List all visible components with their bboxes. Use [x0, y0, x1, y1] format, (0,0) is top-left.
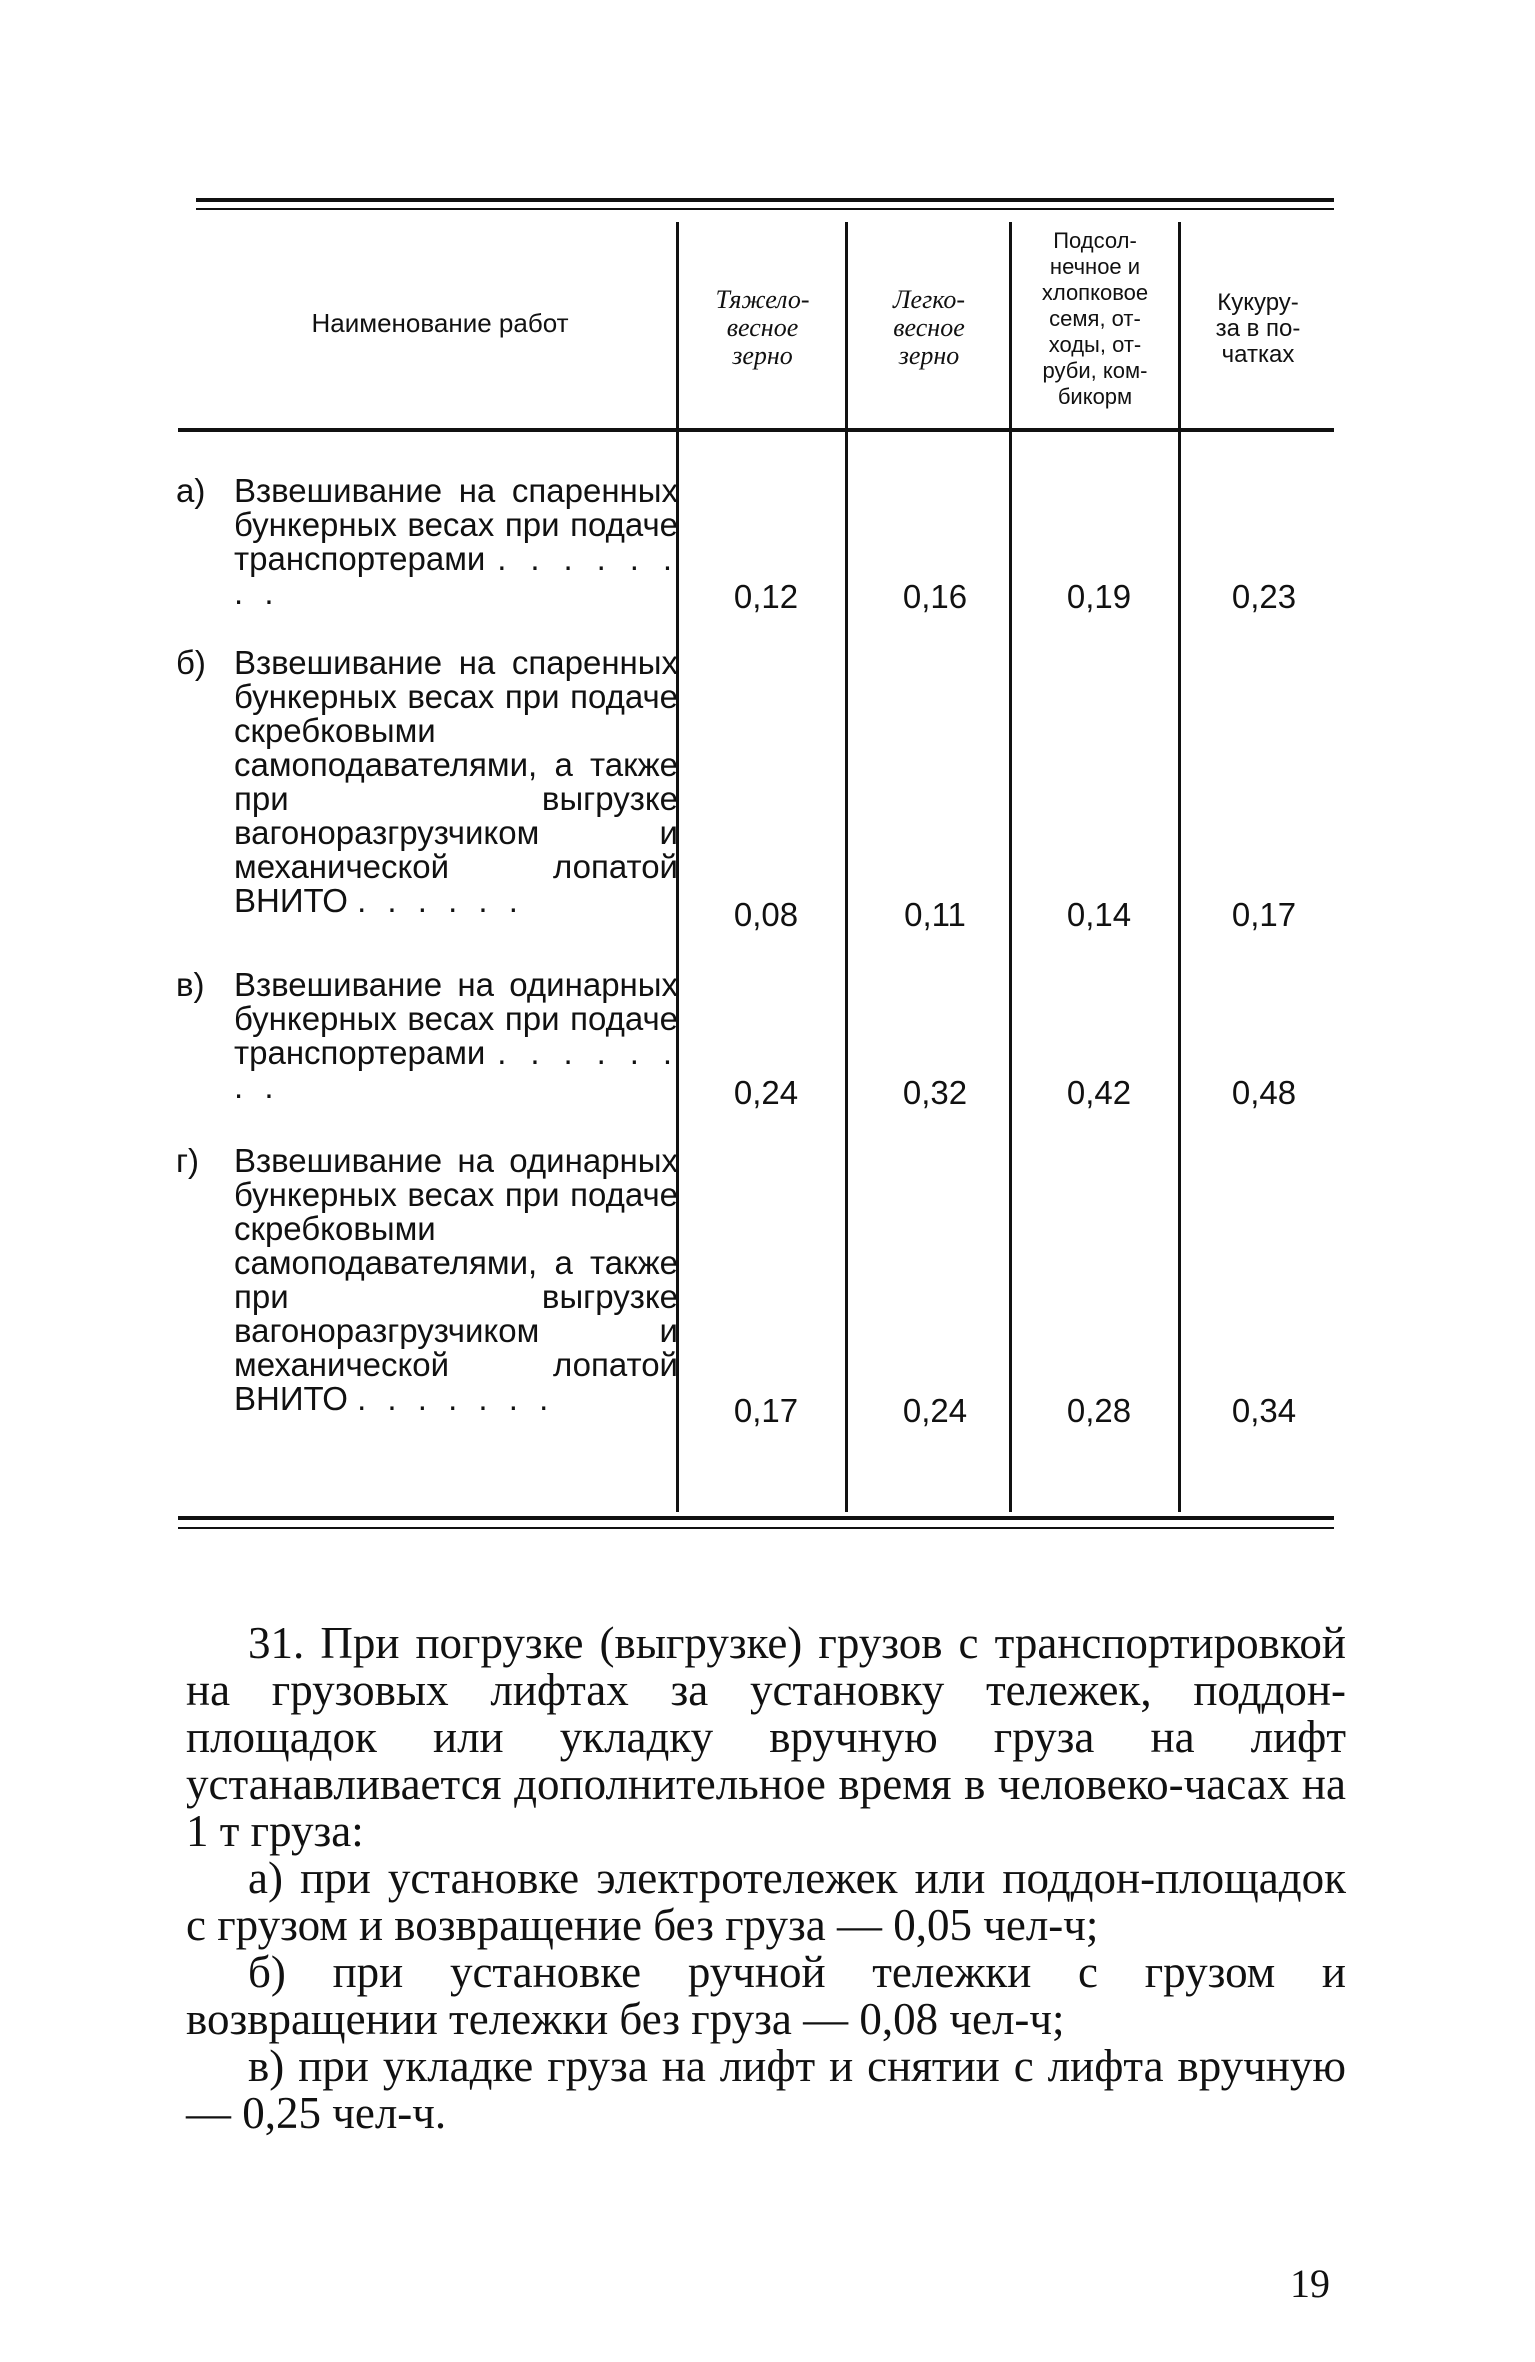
table-top-rule: [196, 198, 1334, 202]
table-top-rule-2: [196, 208, 1334, 210]
table-row-b: [178, 646, 678, 918]
table-header-rule: [178, 428, 1334, 432]
value-row-b-corn: 0,17: [1231, 896, 1297, 933]
value-row-a-heavy: 0,12: [733, 578, 799, 615]
table-bottom-rule-2: [178, 1527, 1334, 1529]
row-marker: б): [176, 644, 206, 681]
value-row-d-sunflower: 0,28: [1066, 1392, 1132, 1429]
paragraph-item-c: в) при укладке груза на лифт и снятии с лифта вручную — 0,25 чел-ч.: [186, 2041, 1346, 2138]
leader-dots: . . . . . .: [357, 882, 524, 919]
value-row-a-light: 0,16: [902, 578, 968, 615]
value-row-b-light: 0,11: [904, 896, 966, 933]
value-row-b-heavy: 0,08: [733, 896, 799, 933]
paragraph-31: [186, 1620, 1346, 2137]
row-work-text: Взвешивание на одинарных бункерных весах при подаче транспортерами: [234, 966, 678, 1071]
table-column-divider-2: [845, 222, 848, 1512]
leader-dots: . . . . . . . .: [234, 540, 679, 611]
value-row-c-corn: 0,48: [1231, 1074, 1297, 1111]
value-row-d-corn: 0,34: [1231, 1392, 1297, 1429]
header-heavy-grain: Тяжело- весное зерно: [715, 285, 810, 370]
row-work-text: Взвешивание на спаренных бункерных весах при подаче скребковыми самоподавателями, а также при выгрузке вагоноразгрузчиком и механической лопатой ВНИТО: [234, 644, 678, 919]
header-corn-cobs: Кукуру- за в по- чатках: [1215, 289, 1301, 368]
leader-dots: . . . . . . .: [357, 1380, 555, 1417]
paragraph-item-b: б) при установке ручной тележки с грузом и возвращении тележки без груза — 0,08 чел-ч;: [186, 1947, 1346, 2044]
paragraph-item-a: а) при установке электротележек или поддон-площадок с грузом и возвращение без груза — 0,05 чел-ч;: [186, 1853, 1346, 1950]
value-row-a-sunflower: 0,19: [1066, 578, 1132, 615]
value-row-c-light: 0,32: [902, 1074, 968, 1111]
row-work-text: Взвешивание на спаренных бункерных весах при подаче транспортерами: [234, 472, 678, 577]
leader-dots: . . . . . . . .: [234, 1034, 679, 1105]
row-marker: в): [176, 966, 205, 1003]
value-row-a-corn: 0,23: [1231, 578, 1297, 615]
table-row-d: [178, 1144, 678, 1416]
header-sunflower-cotton: Подсол- нечное и хлопковое семя, от- ходы, от- руби, ком- бикорм: [1041, 228, 1149, 409]
value-row-c-sunflower: 0,42: [1066, 1074, 1132, 1111]
row-marker: г): [176, 1142, 200, 1179]
header-work-name: Наименование работ: [311, 308, 569, 338]
row-work-text: Взвешивание на одинарных бункерных весах при подаче скребковыми самоподавателями, а также при выгрузке вагоноразгрузчиком и механической лопатой ВНИТО: [234, 1142, 678, 1417]
value-row-d-heavy: 0,17: [733, 1392, 799, 1429]
table-bottom-rule: [178, 1516, 1334, 1520]
header-light-grain: Легко- весное зерно: [892, 285, 966, 370]
table-row-a: [178, 474, 678, 610]
row-marker: а): [176, 472, 206, 509]
table-column-divider-3: [1009, 222, 1012, 1512]
paragraph-intro: 31. При погрузке (выгрузке) грузов с транспортировкой на грузовых лифтах за установку тележек, поддон-площадок или укладку вручную груза на лифт устанавливается дополнительное время в человеко-часах на 1 т груза:: [186, 1618, 1346, 1856]
table-column-divider-4: [1178, 222, 1181, 1512]
value-row-d-light: 0,24: [902, 1392, 968, 1429]
table-row-c: [178, 968, 678, 1104]
page-number: 19: [1290, 2261, 1330, 2306]
value-row-c-heavy: 0,24: [733, 1074, 799, 1111]
value-row-b-sunflower: 0,14: [1066, 896, 1132, 933]
